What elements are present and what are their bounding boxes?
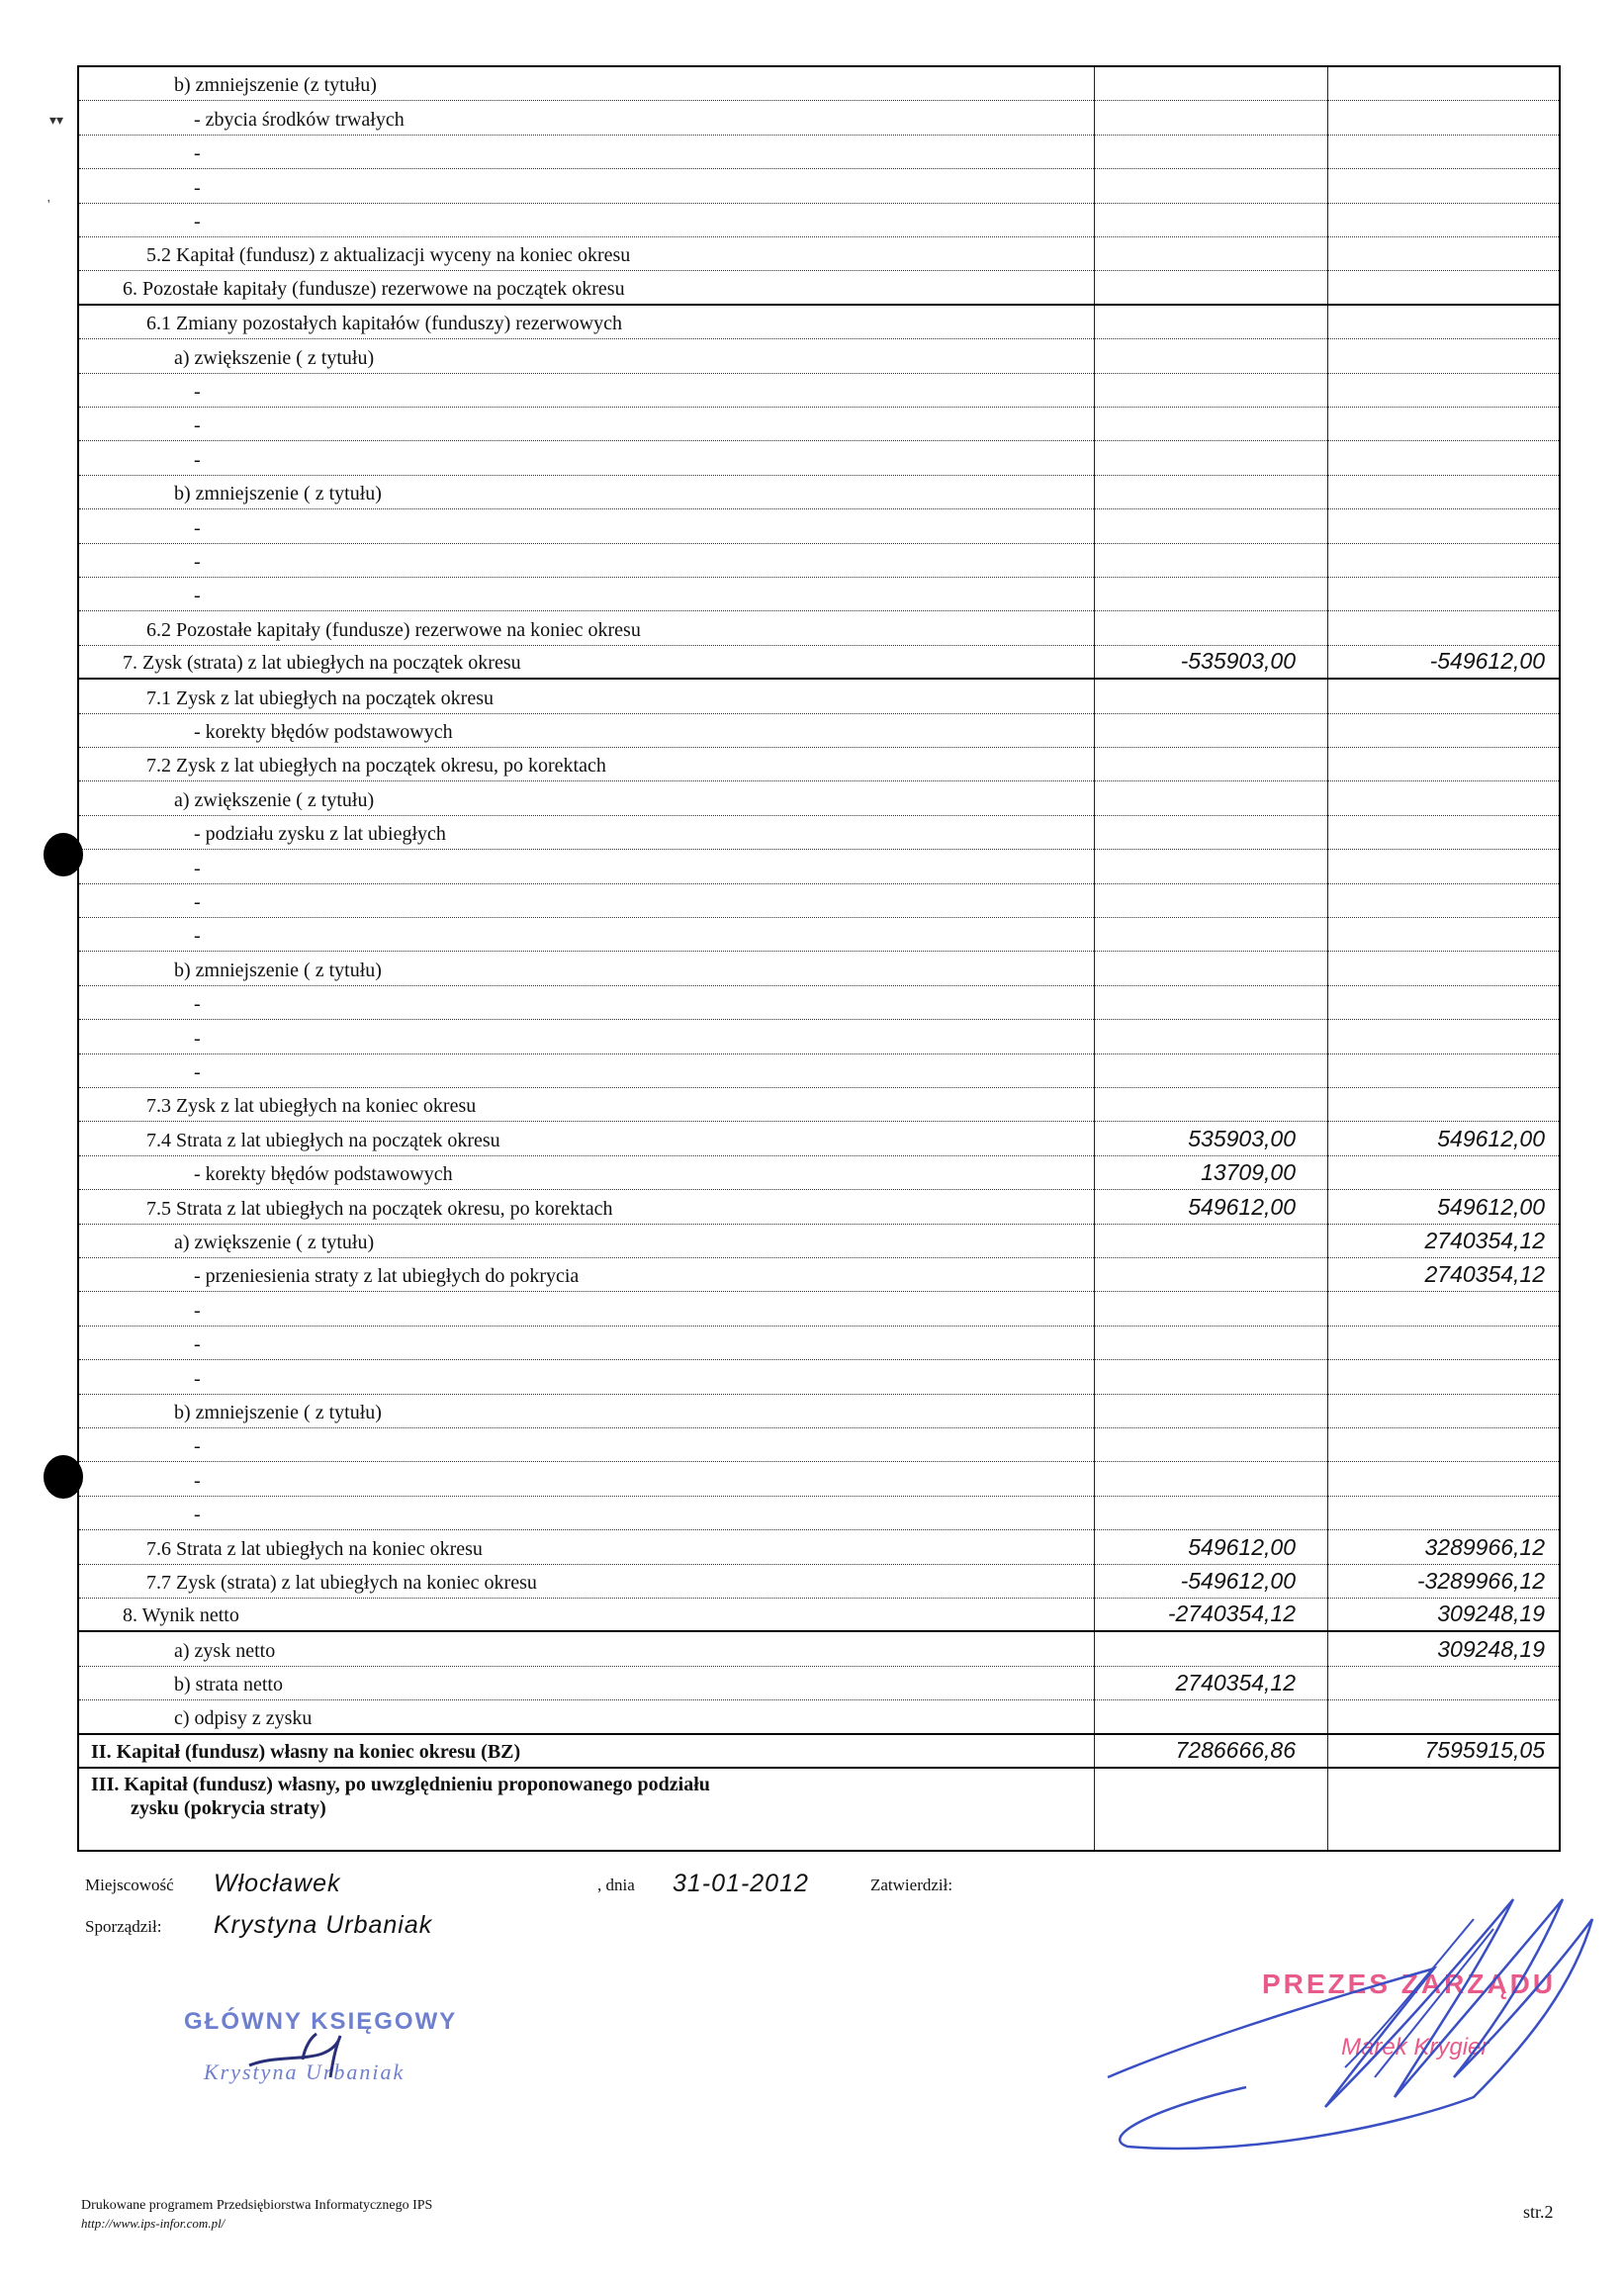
row-label: 8. Wynik netto: [123, 1604, 239, 1627]
place-value: Włocławek: [214, 1870, 341, 1897]
table-row: [79, 748, 1559, 781]
row-label: b) zmniejszenie ( z tytułu): [174, 1401, 382, 1423]
table-row: [79, 476, 1559, 509]
row-label: 6.1 Zmiany pozostałych kapitałów (funduszy) rezerwowych: [146, 313, 622, 335]
table-row: [79, 1395, 1559, 1428]
row-label-line: zysku (pokrycia straty): [131, 1797, 326, 1819]
approved-label: Zatwierdził:: [870, 1876, 953, 1894]
row-label: 5.2 Kapitał (fundusz) z aktualizacji wyceny na koniec okresu: [146, 244, 631, 267]
table-row: [79, 1599, 1559, 1632]
row-label: -: [194, 993, 201, 1016]
row-label: b) zmniejszenie ( z tytułu): [174, 483, 382, 505]
row-label: [91, 1773, 710, 1819]
accountant-stamp-title: GŁÓWNY KSIĘGOWY: [184, 2008, 458, 2035]
row-label: -: [194, 1060, 201, 1083]
punch-hole: [44, 833, 83, 876]
prepared-label: Sporządził:: [85, 1917, 162, 1936]
table-row: [79, 1088, 1559, 1122]
table-row: [79, 1122, 1559, 1155]
table-row: [79, 1769, 1559, 1822]
row-label: 7.5 Strata z lat ubiegłych na początek okresu, po korektach: [146, 1197, 613, 1220]
value-previous-year: 549612,00: [1188, 1533, 1296, 1560]
row-label: 6. Pozostałe kapitały (fundusze) rezerwowe na początek okresu: [123, 277, 625, 300]
table-row: [79, 509, 1559, 543]
row-label: 7.2 Zysk z lat ubiegłych na początek okresu, po korektach: [146, 755, 606, 778]
table-row: [79, 1700, 1559, 1734]
table-row: [79, 850, 1559, 883]
row-label: -: [194, 414, 201, 437]
row-label: -: [194, 142, 201, 165]
row-label: 7.6 Strata z lat ubiegłych na koniec okresu: [146, 1537, 483, 1560]
table-row: [79, 271, 1559, 305]
printed-url: http://www.ips-infor.com.pl/: [81, 2216, 226, 2231]
table-row: [79, 1667, 1559, 1700]
table-row: [79, 816, 1559, 850]
row-label: -: [194, 1333, 201, 1356]
value-previous-year: 549612,00: [1188, 1193, 1296, 1220]
row-label: a) zwiększenie ( z tytułu): [174, 1231, 375, 1253]
row-label: - podziału zysku z lat ubiegłych: [194, 823, 446, 846]
row-label: 7.4 Strata z lat ubiegłych na początek okresu: [146, 1129, 500, 1151]
value-current-year: -3289966,12: [1416, 1567, 1545, 1594]
row-label: 7.7 Zysk (strata) z lat ubiegłych na koniec okresu: [146, 1571, 537, 1594]
table-row: [79, 952, 1559, 985]
page-number: str.2: [1523, 2202, 1554, 2222]
table-row: [79, 1156, 1559, 1190]
table-row: [79, 680, 1559, 713]
table-row: [79, 918, 1559, 952]
value-previous-year: -2740354,12: [1167, 1601, 1296, 1627]
row-label: -: [194, 925, 201, 948]
row-label: -: [194, 585, 201, 607]
table-row: [79, 884, 1559, 918]
row-label: -: [194, 1435, 201, 1458]
row-label: - przeniesienia straty z lat ubiegłych do pokrycia: [194, 1265, 580, 1288]
row-label: 7.3 Zysk z lat ubiegłych na koniec okresu: [146, 1095, 477, 1118]
value-current-year: 549612,00: [1437, 1125, 1545, 1151]
table-row: [79, 1258, 1559, 1292]
value-current-year: 549612,00: [1437, 1193, 1545, 1220]
value-previous-year: 535903,00: [1188, 1125, 1296, 1151]
table-row: [79, 136, 1559, 169]
row-label: -: [194, 550, 201, 573]
row-label: 6.2 Pozostałe kapitały (fundusze) rezerwowe na koniec okresu: [146, 618, 641, 641]
row-label: - zbycia środków trwałych: [194, 108, 405, 131]
row-label-line: III. Kapitał (fundusz) własny, po uwzględnieniu proponowanego podziału: [91, 1774, 710, 1795]
table-row: [79, 67, 1559, 101]
table-row: [79, 1735, 1559, 1769]
table-row: [79, 646, 1559, 680]
value-current-year: 309248,19: [1437, 1635, 1545, 1662]
value-current-year: 7595915,05: [1424, 1736, 1545, 1763]
row-label: 7.1 Zysk z lat ubiegłych na początek okresu: [146, 687, 494, 709]
row-label: c) odpisy z zysku: [174, 1706, 313, 1729]
table-row: [79, 1462, 1559, 1496]
table-row: [79, 1190, 1559, 1224]
president-stamp-title: PREZES ZARZĄDU: [1262, 1969, 1557, 1999]
value-previous-year: 7286666,86: [1175, 1736, 1296, 1763]
value-previous-year: 2740354,12: [1175, 1670, 1296, 1696]
table-row: [79, 1565, 1559, 1599]
table-row: [79, 578, 1559, 611]
row-label: - korekty błędów podstawowych: [194, 720, 453, 743]
date-value: 31-01-2012: [673, 1870, 809, 1897]
equity-changes-table: [77, 65, 1561, 1852]
row-label: -: [194, 1367, 201, 1390]
table-row: [79, 1054, 1559, 1088]
table-row: [79, 1327, 1559, 1360]
scan-mark: ▾▾: [49, 114, 64, 129]
president-stamp-name: Marek Krygier: [1341, 2034, 1489, 2060]
row-label: - korekty błędów podstawowych: [194, 1163, 453, 1186]
row-label: -: [194, 380, 201, 403]
table-row: [79, 204, 1559, 237]
table-row: [79, 441, 1559, 475]
table-row: [79, 1428, 1559, 1462]
table-row: [79, 1225, 1559, 1258]
row-label: -: [194, 1504, 201, 1526]
scan-mark: ': [47, 198, 50, 213]
row-label: -: [194, 1469, 201, 1492]
table-row: [79, 1530, 1559, 1564]
punch-hole: [44, 1455, 83, 1499]
place-label: Miejscowość: [85, 1876, 174, 1894]
table-row: [79, 237, 1559, 271]
value-current-year: -549612,00: [1429, 648, 1545, 675]
table-row: [79, 408, 1559, 441]
value-previous-year: -549612,00: [1180, 1567, 1296, 1594]
table-row: [79, 101, 1559, 135]
president-signature: [1098, 1879, 1612, 2176]
accountant-stamp-name: Krystyna Urbaniak: [204, 2060, 406, 2084]
accountant-signature: [243, 2026, 372, 2085]
value-current-year: 3289966,12: [1424, 1533, 1545, 1560]
row-label: -: [194, 210, 201, 232]
row-label: a) zysk netto: [174, 1639, 276, 1662]
table-row: [79, 374, 1559, 408]
value-current-year: 309248,19: [1437, 1601, 1545, 1627]
row-label: b) strata netto: [174, 1674, 283, 1696]
value-previous-year: -535903,00: [1180, 648, 1296, 675]
row-label: -: [194, 516, 201, 539]
row-label: -: [194, 1299, 201, 1322]
printed-by: Drukowane programem Przedsiębiorstwa Informatycznego IPS: [81, 2198, 433, 2213]
prepared-value: Krystyna Urbaniak: [214, 1911, 433, 1939]
table-row: [79, 1360, 1559, 1394]
table-row: [79, 781, 1559, 815]
date-label: , dnia: [597, 1876, 635, 1894]
value-previous-year: 13709,00: [1201, 1159, 1296, 1186]
row-label: -: [194, 448, 201, 471]
row-label: 7. Zysk (strata) z lat ubiegłych na początek okresu: [123, 652, 521, 675]
table-row: [79, 1497, 1559, 1530]
table-row: [79, 1292, 1559, 1326]
value-current-year: 2740354,12: [1424, 1261, 1545, 1288]
row-label: -: [194, 1027, 201, 1050]
row-label: a) zwiększenie ( z tytułu): [174, 788, 375, 811]
row-label: a) zwiększenie ( z tytułu): [174, 346, 375, 369]
row-label: -: [194, 890, 201, 913]
row-label: -: [194, 176, 201, 199]
table-row: [79, 611, 1559, 645]
row-label: b) zmniejszenie (z tytułu): [174, 74, 377, 97]
table-row: [79, 306, 1559, 339]
row-label: II. Kapitał (fundusz) własny na koniec okresu (BZ): [91, 1740, 521, 1763]
row-label: b) zmniejszenie ( z tytułu): [174, 959, 382, 981]
table-row: [79, 1020, 1559, 1053]
value-current-year: 2740354,12: [1424, 1227, 1545, 1253]
table-row: [79, 986, 1559, 1020]
table-row: [79, 714, 1559, 748]
table-row: [79, 339, 1559, 373]
table-row: [79, 1632, 1559, 1666]
row-label: -: [194, 857, 201, 879]
table-row: [79, 544, 1559, 578]
table-row: [79, 169, 1559, 203]
